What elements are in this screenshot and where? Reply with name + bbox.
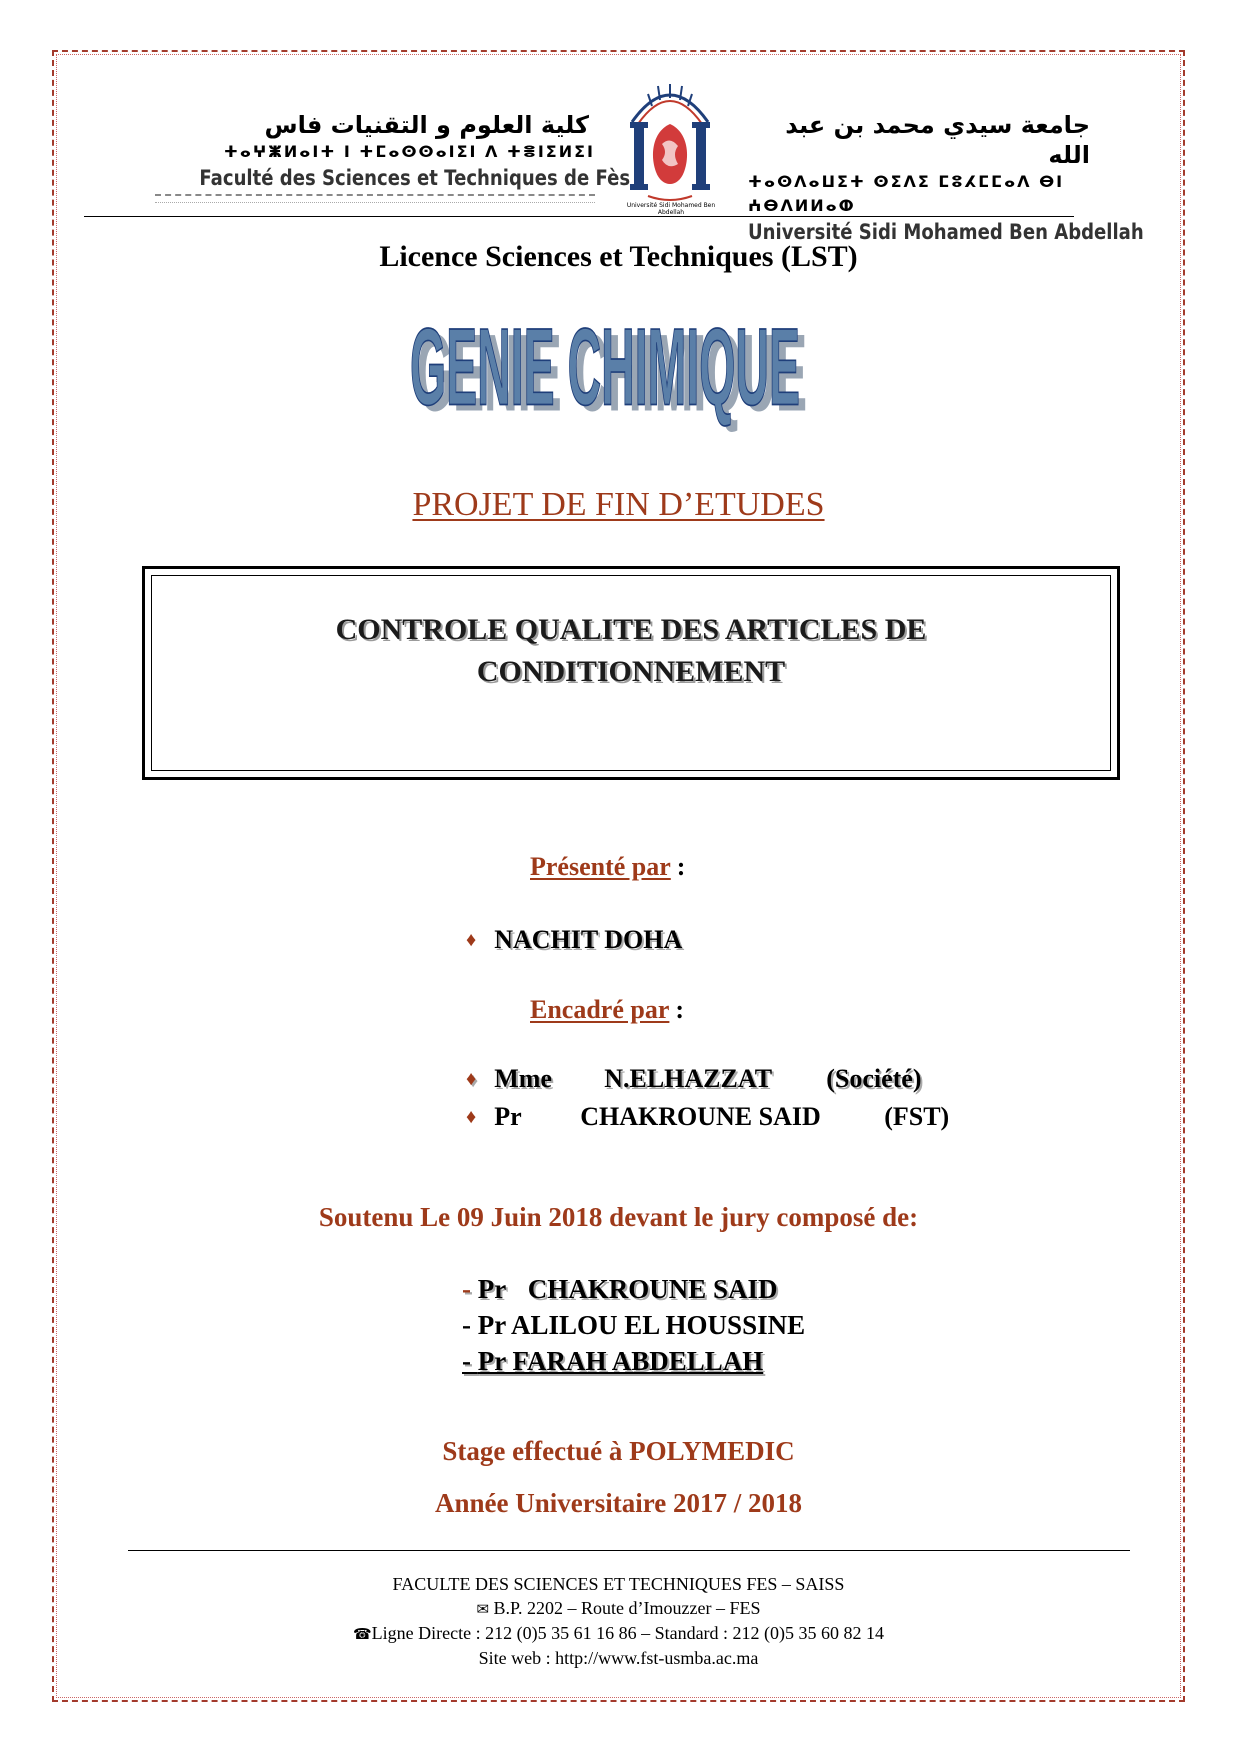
- faculty-underline: [155, 194, 595, 203]
- footer-address-row: [52, 1596, 1185, 1621]
- document-type: PROJET DE FIN D’ETUDES: [412, 486, 825, 523]
- internship-info: Stage effectué à POLYMEDIC: [442, 1436, 795, 1466]
- university-header: [748, 110, 1148, 246]
- footer-phone: Ligne Directe : 212 (0)5 35 61 16 86 – Standard : 212 (0)5 35 60 82 14: [371, 1623, 885, 1643]
- thesis-title-box: [142, 566, 1120, 780]
- jury-title: Pr: [477, 1274, 507, 1304]
- supervised-by-label: [530, 995, 684, 1025]
- footer-address: B.P. 2202 – Route d’Imouzzer – FES: [493, 1598, 761, 1618]
- presented-by-text: Présenté par: [530, 852, 671, 881]
- jury-dash: -: [462, 1310, 471, 1340]
- phone-icon: ☎: [352, 1625, 372, 1643]
- supervisor-entry: [466, 1102, 949, 1132]
- header-rule: [84, 216, 1074, 217]
- supervisor-title: Pr: [494, 1102, 522, 1131]
- jury-dash: -: [462, 1346, 471, 1376]
- student-name: NACHIT DOHA: [494, 925, 683, 954]
- faculty-name-arabic: كلية العلوم و التقنيات فاس: [264, 111, 589, 139]
- department-wordart: [380, 308, 830, 436]
- presented-by-label: [530, 852, 685, 882]
- presented-by-colon: :: [676, 852, 686, 881]
- footer: [52, 1572, 1185, 1670]
- jury-name: CHAKROUNE SAID: [527, 1274, 778, 1304]
- defense-info: Soutenu Le 09 Juin 2018 devant le jury composé de:: [318, 1202, 919, 1232]
- program-name: Licence Sciences et Techniques (LST): [379, 240, 858, 273]
- university-name-tifinagh: ⵜⴰⵙⴷⴰⵡⵉⵜ ⵙⵉⴷⵉ ⵎⵓⵃⵎⵎⴰⴷ ⴱⵏ ⵄⴱⴷⵍⵍⴰⵀ: [748, 172, 1065, 215]
- faculty-header: [135, 110, 631, 203]
- supervisor-affiliation: (Société): [826, 1064, 922, 1093]
- supervisor-name: N.ELHAZZAT: [604, 1064, 773, 1093]
- jury-name: Pr FARAH ABDELLAH: [477, 1346, 764, 1376]
- faculty-name-french: Faculté des Sciences et Techniques de Fès: [199, 166, 631, 190]
- diamond-bullet-icon: ♦: [466, 1068, 477, 1090]
- diamond-bullet-icon: ♦: [466, 929, 477, 951]
- footer-website[interactable]: Site web : http://www.fst-usmba.ac.ma: [478, 1648, 759, 1668]
- supervised-by-text: Encadré par: [530, 995, 670, 1024]
- supervised-by-colon: :: [675, 995, 685, 1024]
- footer-phone-row: [52, 1621, 1185, 1646]
- mailbox-icon: ✉: [476, 1600, 490, 1618]
- logo-caption: Université Sidi Mohamed Ben Abdellah: [626, 202, 716, 216]
- footer-institution: FACULTE DES SCIENCES ET TECHNIQUES FES – SAISS: [392, 1574, 845, 1594]
- university-logo: [622, 72, 718, 212]
- university-name-arabic: جامعة سيدي محمد بن عبد الله: [785, 111, 1090, 169]
- jury-member: [462, 1308, 805, 1342]
- department-wordart-shadow: GENIE CHIMIQUE: [417, 312, 807, 435]
- supervisor-entry: [466, 1064, 922, 1094]
- supervisor-affiliation: (FST): [884, 1102, 950, 1131]
- jury-dash: -: [462, 1274, 471, 1304]
- footer-rule: [128, 1550, 1130, 1551]
- supervisor-title: Mme: [494, 1064, 552, 1093]
- university-name-french: Université Sidi Mohamed Ben Abdellah: [748, 220, 1144, 244]
- jury-name: Pr ALILOU EL HOUSSINE: [477, 1310, 806, 1340]
- jury-member: [462, 1344, 763, 1378]
- thesis-title-line2: CONDITIONNEMENT: [476, 655, 786, 688]
- faculty-name-tifinagh: ⵜⴰⵖⵥⵍⴰⵏⵜ ⵏ ⵜⵎⴰⵙⵙⴰⵏⵉⵏ ⴷ ⵜⴻⵏⵉⵍⵉⵏ: [223, 142, 595, 161]
- academic-year: Année Universitaire 2017 / 2018: [435, 1488, 802, 1518]
- department-wordart-text: GENIE CHIMIQUE: [410, 308, 800, 429]
- thesis-title-line1: CONTROLE QUALITE DES ARTICLES DE: [335, 613, 927, 646]
- thesis-title: [145, 609, 1117, 693]
- diamond-bullet-icon: ♦: [466, 1106, 477, 1128]
- supervisor-name: CHAKROUNE SAID: [580, 1102, 821, 1131]
- student-entry: [466, 925, 682, 955]
- jury-member: [462, 1272, 778, 1306]
